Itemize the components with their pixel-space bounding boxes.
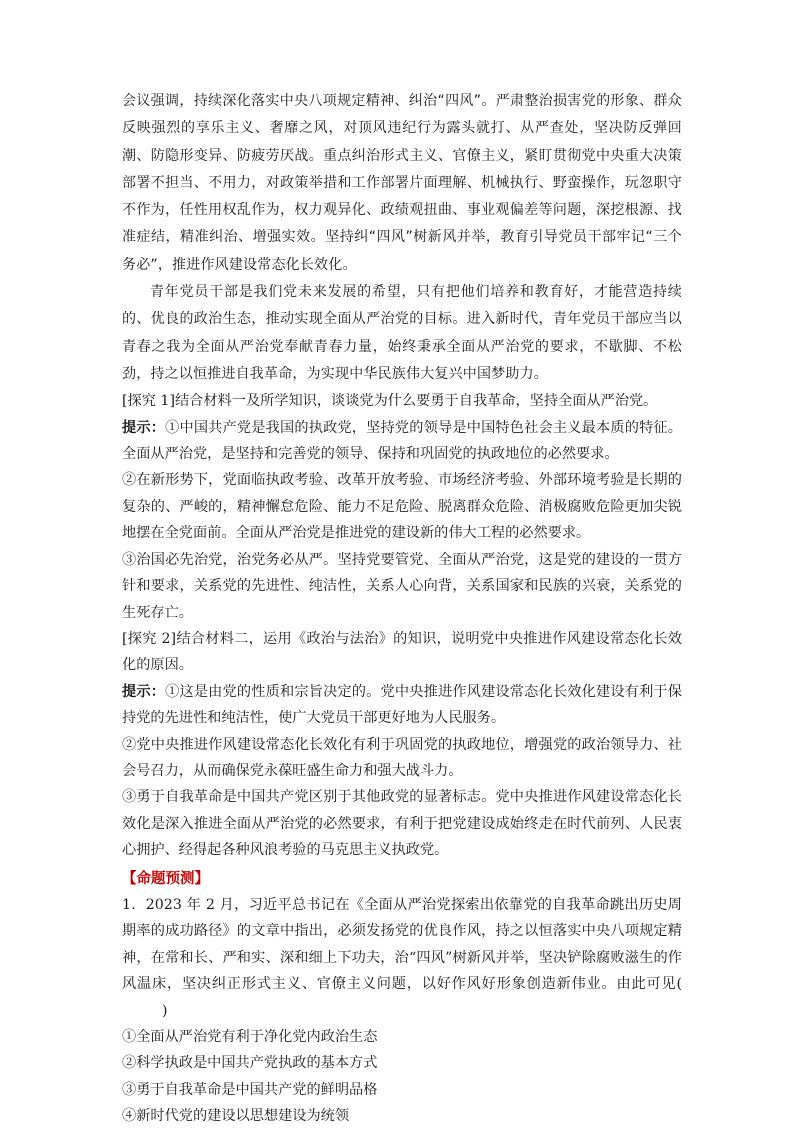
option-3: ③勇于自我革命是中国共产党的鲜明品格	[122, 1081, 378, 1098]
inquiry-2-answer-1: 提示：①这是由党的性质和宗旨决定的。党中央推进作风建设常态化长效化建设有利于保持党的先进性和纯洁性，使广大党员干部更好地为人民服务。	[122, 683, 682, 727]
hint-label: 提示：	[122, 683, 166, 700]
inquiry-1-answer-3: ③治国必先治党，治党务必从严。坚持党要管党、全面从严治党，这是党的建设的一贯方针和要求，关系党的先进性、纯洁性，关系人心向背，关系国家和民族的兴衰，关系党的生死存亡。	[122, 551, 682, 621]
option-4: ④新时代党的建设以思想建设为统领	[122, 1108, 350, 1125]
inquiry-2-label: [探究 2]	[122, 630, 177, 647]
material-paragraph-2: 青年党员干部是我们党未来发展的希望，只有把他们培养和教育好，才能营造持续的、优良的政治生态，推动实现全面从严治党的目标。进入新时代，青年党员干部应当以青春之我为全面从严治党奉献青春力量，始终秉承全面从严治党的要求，不歇脚、不松劲，持之以恒推进自我革命，为实现中华民族伟大复兴中国梦助力。	[122, 284, 682, 382]
inquiry-1-question: [探究 1]结合材料一及所学知识，谈谈党为什么要勇于自我革命，坚持全面从严治党。	[122, 393, 658, 410]
option-1: ①全面从严治党有利于净化党内政治生态	[122, 1029, 378, 1046]
prediction-section-title: 【命题预测】	[122, 869, 209, 887]
inquiry-2-question: [探究 2]结合材料二，运用《政治与法治》的知识，说明党中央推进作风建设常态化长效化的原因。	[122, 630, 682, 674]
material-paragraph-1: 会议强调，持续深化落实中央八项规定精神、纠治“四风”。严肃整治损害党的形象、群众反映强烈的享乐主义、奢靡之风，对顶风违纪行为露头就打、从严查处，坚决防反弹回潮、防隐形变异、防疲劳厌战。重点纠治形式主义、官僚主义，紧盯贯彻党中央重大决策部署不担当、不用力，对政策举措和工作部署片面理解、机械执行、野蛮操作，玩忽职守不作为，任性用权乱作为，权力观异化、政绩观扭曲、事业观偏差等问题，深挖根源、找准症结，精准纠治、增强实效。坚持纠“四风”树新风并举，教育引导党员干部牢记“三个务必”，推进作风建设常态化长效化。	[122, 93, 682, 273]
prediction-question: 1．2023 年 2 月，习近平总书记在《全面从严治党探索出依靠党的自我革命跳出历史周期率的成功路径》的文章中指出，必须发扬党的优良作风，持之以恒落实中央八项规定精神，在常和长、严和实、深和细上下功夫，治“四风”树新风并举，坚决铲除腐败滋生的作风温床，坚决纠正形式主义、官僚主义问题，以好作风好形象创造新伟业。由此可见()	[122, 896, 682, 1019]
inquiry-2-answer-2: ②党中央推进作风建设常态化长效化有利于巩固党的执政地位，增强党的政治领导力、社会号召力，从而确保党永葆旺盛生命力和强大战斗力。	[122, 736, 682, 779]
hint-label: 提示：	[122, 419, 166, 436]
inquiry-1-answer-2: ②在新形势下，党面临执政考验、改革开放考验、市场经济考验、外部环境考验是长期的复杂的、严峻的，精神懈怠危险、能力不足危险、脱离群众危险、消极腐败危险更加尖锐地摆在全党面前。全面从严治党是推进党的建设新的伟大工程的必然要求。	[122, 472, 682, 542]
option-2: ②科学执政是中国共产党执政的基本方式	[122, 1055, 378, 1072]
inquiry-1-answer-1: 提示：①中国共产党是我国的执政党，坚持党的领导是中国特色社会主义最本质的特征。全面从严治党，是坚持和完善党的领导、保持和巩固党的执政地位的必然要求。	[122, 419, 682, 463]
document-page	[122, 88, 682, 1130]
inquiry-1-label: [探究 1]	[122, 393, 175, 410]
inquiry-2-answer-3: ③勇于自我革命是中国共产党区别于其他政党的显著标志。党中央推进作风建设常态化长效化是深入推进全面从严治党的必然要求，有利于把党建设成始终走在时代前列、人民衷心拥护、经得起各种风浪考验的马克思主义执政党。	[122, 789, 682, 859]
